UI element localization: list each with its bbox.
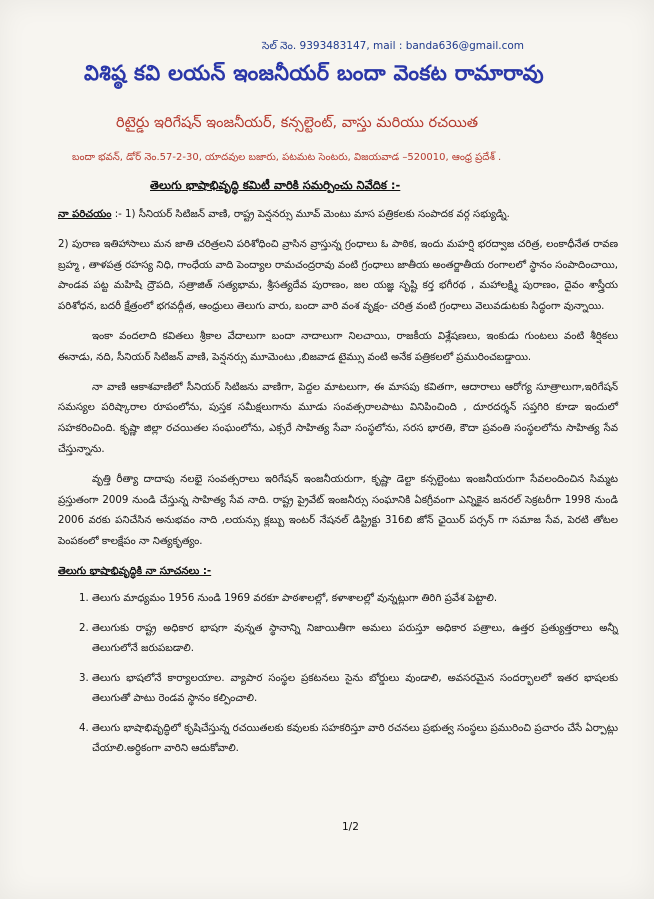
list-item: 4. తెలుగు భాషాభివృద్ధిలో కృషిచేస్తున్న రచయితలకు కవులకు సహకరిస్తూ వారి రచనలు ప్రభుత్వ సంస్థలు ప్రమురించి ప్రచారం చేసే ఏర్పాట్లు చేయాలి.అర్ధికంగా వారిని ఆదుకోవాలి. [92,719,618,759]
author-address: బందా భవన్, డోర్ నెం.57-2-30, యాదవుల బజారు, పటమట సెంటరు, విజయవాడ –520010, ఆంధ్ర ప్రదేశ్ . [72,152,502,163]
list-item: 3. తెలుగు భాషలోనే కార్యాలయాల. వ్యాపార సంస్థల ప్రకటనలు సైను బోర్డులు వుండాలి, అవసరమైన సందర్భాలలో ఇతర భాషలకు తెలుగుతో పాటు రెండవ స్థానం కల్పించాలి. [92,669,618,709]
paragraph-books: 2) పురాణ ఇతిహాసాలు మన జాతి చరిత్రలని పరిశోధించి వ్రాసిన వ్రాస్తున్న గ్రంధాలు ఓ పాఠిక, ఇందు మహర్షి భరద్వాజ చరిత్ర, లంకాధీనేత రావణ బ్రహ్మ , తాళపత్ర రహస్య నిధి, గాంధేయ వాది పెంద్యాల రామచంద్రరావు వంటి గ్రంధాలు జాతీయ అంతర్జాతీయ రంగాలలో స్థానం సంపాదించాయి, పాండవ పట్ట మహిషి ద్రౌపది, సత్రాజిత్ సత్యభామ, శ్రీసత్యదేవ పురాణం, జల యజ్ఞ సృష్టి కర్త భగీరథ , మహాలక్ష్మి పురాణం, దైవం శాస్త్రీయ పరిశోధన, బదరీ క్షేత్రంలో భగవద్గీత, ఆంధ్రులు తెలుగు వారు, బందా వారి వంశ వృక్షం- చరిత్ర వంటి గ్రంధాలు వెలువడుటకు సిద్ధంగా వున్నాయి. [58,238,618,313]
intro-text: :- 1) సీనియర్ సిటిజన్ వాణి, రాష్ట్ర పెన్షనర్సు మూవ్ మెంటు మాస పత్రికలకు సంపాదక వర్గ సభ్యుడ్ని. [114,209,510,220]
document-subject: తెలుగు భాషాభివృద్ధి కమిటీ వారికి సమర్పించు నివేదిక :- [150,178,401,192]
author-name: విశిష్ఠ కవి లయన్ ఇంజనీయర్ బందా వెంకట రామారావు [84,61,544,85]
paragraph-radio: నా వాణి ఆకాశవాణిలో సీనియర్ సిటిజను వాణిగా, పెద్దల మాటలుగా, ఈ మాసపు కవితగా, ఆదారాలు ఆరోగ్య సూత్రాలుగా,ఇరిగేషన్ సమస్యల పరిష్కారాల రూపంలోను, పుస్తక సమీక్షలుగాను మూడు సంవత్సరాలపాటు వినిపించింది , దూరదర్శన్ సప్తగిరి కూడా ఇందులో సహకరించింది. కృష్ణా జిల్లా రచయితల సంఘంలోను, ఎక్సరే సాహిత్య సేవా సంస్థలోను, సరస భారతి, కౌదా ప్రవంతి సంస్థలలోను సాహిత్య సేవ చేస్తున్నాను. [58,381,618,455]
paragraph-career: వృత్తి రీత్యా దాదాపు నలభై సంవత్సరాలు ఇరిగేషన్ ఇంజనీయరుగా, కృష్ణా డెల్టా కన్సల్టెంటు ఇంజనీయరుగా సేవలందించిన సిమ్మట ప్రస్తుతంగా 2009 నుండి చేస్తున్న సాహిత్య సేవ నాది. రాష్ట్ర ప్రైవేట్ ఇంజనీర్సు సంఘానికి ఏకగ్రీవంగా ఎన్నికైన జనరల్ సెక్రటరీగా 1998 నుండి 2006 వరకు పనిచేసిన అనుభవం నాది ,లయన్సు క్లబ్బు ఇంటర్ నేషనల్ డిస్ట్రిక్టు 316బి జోన్ ఛైయిర్ పర్సన్ గా సమాజ సేవ, పెరటి తోటల పెంపకంలో కాలక్షేపం నా నిత్యకృత్యం. [58,473,618,548]
document-body [58,205,618,769]
list-item: 2. తెలుగుకు రాష్ట్ర అధికార భాషగా వున్నత స్థానాన్ని నిజాయితీగా అమలు పరుస్తూ అధికార పత్రాలు, ఉత్తర ప్రత్యుత్తరాలు అన్నీ తెలుగులోనే జరుపబడాలి. [92,619,618,659]
intro-label: నా పరిచయం [58,209,112,220]
intro-paragraph [58,205,618,226]
author-profession: రిటైర్డు ఇరిగేషన్ ఇంజనీయర్, కన్సల్టెంట్, వాస్తు మరియు రచయిత [116,115,479,131]
list-item: 1. తెలుగు మాధ్యమం 1956 నుండి 1969 వరకూ పాఠశాలల్లో, కళాశాలల్లో వున్నట్లుగా తిరిగి ప్రవేశ పెట్టాలి. [92,589,618,609]
paragraph-poems: ఇంకా వందలాది కవితలు శ్రీకాల వేదాలుగా బందా నాదాలుగా నిలచాయి, రాజకీయ విశ్లేషణలు, ఇంకుడు గుంటలు వంటి శీర్షికలు ఈనాడు, నది, సీనియర్ సిటిజన్ వాణి, పెన్షనర్సు మూమెంటు ,బిజవాడ టైమ్సు వంటి అనేక పత్రికలలో ప్రమురించబడ్డాయి. [58,330,618,363]
suggestions-list [58,589,618,759]
suggestions-title: తెలుగు భాషాభివృద్ధికి నా సూచనలు :- [58,565,212,577]
contact-line: సెల్ నెం. 9393483147, mail : banda636@gmail.com [262,40,525,52]
page-number: 1/2 [342,821,359,833]
